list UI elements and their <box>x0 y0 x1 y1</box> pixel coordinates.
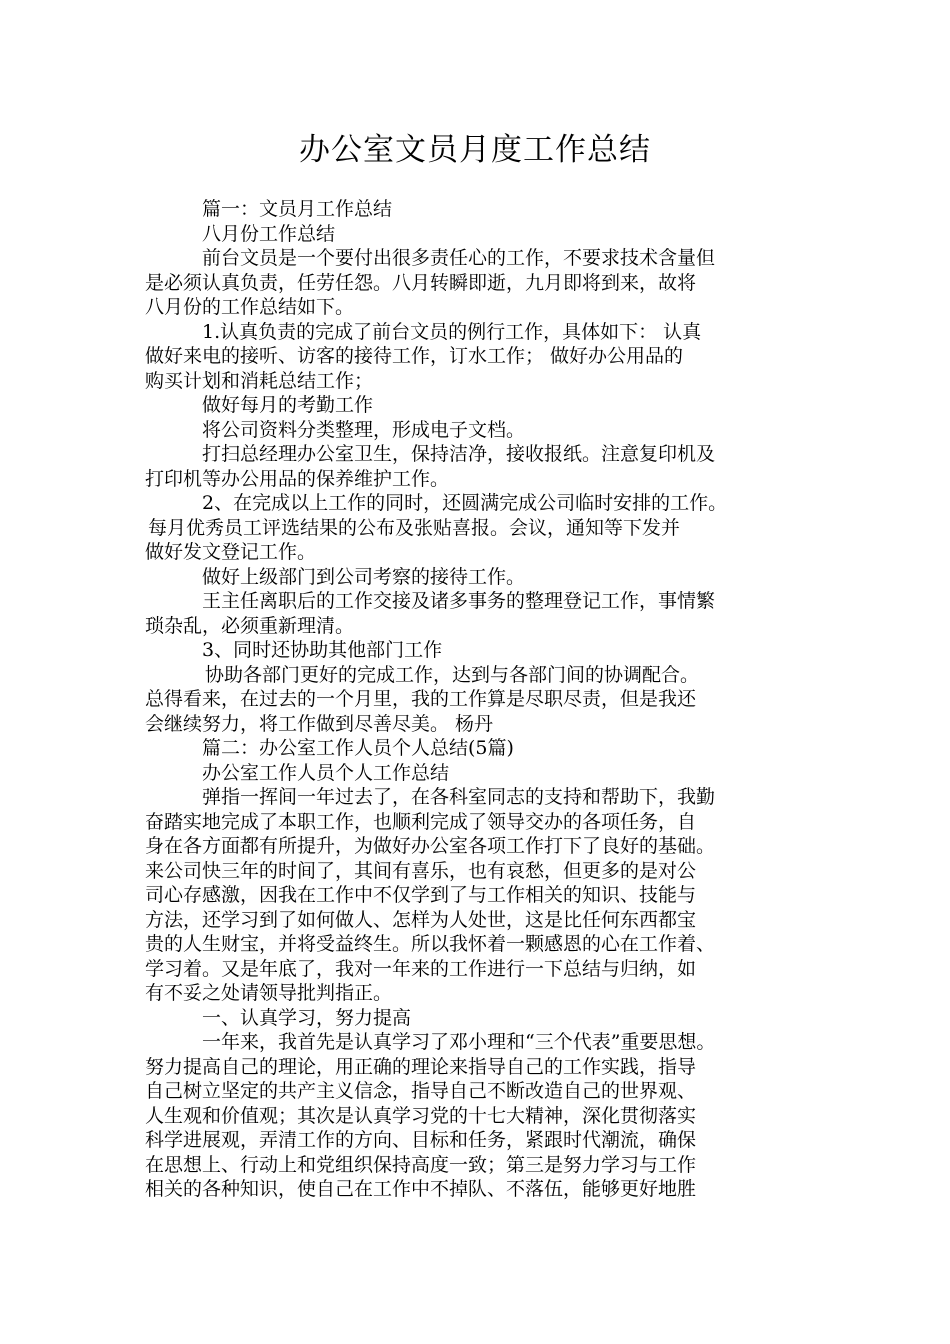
text-line: 琐杂乱，必须重新理清。 <box>145 614 355 637</box>
text-line: 努力提高自己的理论，用正确的理论来指导自己的工作实践，指导 <box>145 1055 697 1078</box>
text-line: 方法，还学习到了如何做人、怎样为人处世，这是比任何东西都宝 <box>145 908 697 931</box>
text-line: 学习着。又是年底了，我对一年来的工作进行一下总结与归纳，如 <box>145 957 697 980</box>
text-line: 打印机等办公用品的保养维护工作。 <box>145 467 450 490</box>
text-line: 将公司资料分类整理，形成电子文档。 <box>202 418 526 441</box>
text-line: 相关的各种知识，使自己在工作中不掉队、不落伍，能够更好地胜 <box>145 1178 697 1200</box>
text-line: 一、认真学习，努力提高 <box>202 1006 412 1029</box>
text-line: 司心存感激，因我在工作中不仅学到了与工作相关的知识、技能与 <box>145 884 697 906</box>
text-line: 人生观和价值观；其次是认真学习党的十七大精神，深化贯彻落实 <box>145 1104 697 1127</box>
text-line: 协助各部门更好的完成工作，达到与各部门间的协调配合。 <box>205 663 700 686</box>
text-line: 总得看来，在过去的一个月里，我的工作算是尽职尽责，但是我还 <box>145 688 697 710</box>
text-line: 八月份工作总结 <box>202 222 336 245</box>
text-line: 购买计划和消耗总结工作； <box>145 369 374 392</box>
text-line: 3、同时还协助其他部门工作 <box>202 639 443 661</box>
text-line: 1.认真负责的完成了前台文员的例行工作，具体如下： 认真 <box>202 320 702 343</box>
text-line: 科学进展观，弄清工作的方向、目标和任务，紧跟时代潮流，确保 <box>145 1129 697 1151</box>
text-line: 八月份的工作总结如下。 <box>145 296 355 318</box>
text-line: 办公室工作人员个人工作总结 <box>202 761 450 784</box>
document-body <box>145 197 825 1202</box>
text-line: 会继续努力，将工作做到尽善尽美。 杨丹 <box>145 712 494 735</box>
text-line: 做好发文登记工作。 <box>145 541 317 563</box>
text-line: 贵的人生财宝，并将受益终生。所以我怀着一颗感恩的心在工作着、 <box>145 933 716 955</box>
text-line: 前台文员是一个要付出很多责任心的工作，不要求技术含量但 <box>202 247 716 269</box>
document-title: 办公室文员月度工作总结 <box>299 132 651 168</box>
text-line: 做好上级部门到公司考察的接待工作。 <box>202 565 526 588</box>
text-line: 王主任离职后的工作交接及诸多事务的整理登记工作，事情繁 <box>202 590 716 612</box>
text-line: 来公司快三年的时间了，其间有喜乐，也有哀愁，但更多的是对公 <box>145 859 697 882</box>
text-line: 身在各方面都有所提升，为做好办公室各项工作打下了良好的基础。 <box>145 835 716 857</box>
text-line: 篇一：文员月工作总结 <box>202 198 393 220</box>
text-line: 做好每月的考勤工作 <box>202 394 374 416</box>
text-line: 奋踏实地完成了本职工作，也顺利完成了领导交办的各项任务，自 <box>145 810 697 833</box>
text-line: 2、在完成以上工作的同时，还圆满完成公司临时安排的工作。 <box>202 492 728 514</box>
text-line: 弹指一挥间一年过去了，在各科室同志的支持和帮助下，我勤 <box>202 786 716 808</box>
text-line: 一年来，我首先是认真学习了邓小理和“三个代表”重要思想。 <box>202 1031 716 1053</box>
text-line: 篇二：办公室工作人员个人总结(5篇) <box>202 737 514 759</box>
text-line: 做好来电的接听、访客的接待工作，订水工作； 做好办公用品的 <box>145 345 684 367</box>
text-line: 每月优秀员工评选结果的公布及张贴喜报。会议，通知等下发并 <box>148 516 681 539</box>
text-line: 在思想上、行动上和党组织保持高度一致；第三是努力学习与工作 <box>145 1153 697 1176</box>
text-line: 打扫总经理办公室卫生，保持洁净，接收报纸。注意复印机及 <box>202 443 716 465</box>
text-line: 自己树立坚定的共产主义信念，指导自己不断改造自己的世界观、 <box>145 1080 697 1102</box>
text-line: 是必须认真负责，任劳任怨。八月转瞬即逝，九月即将到来，故将 <box>145 271 697 294</box>
text-line: 有不妥之处请领导批判指正。 <box>145 982 393 1004</box>
